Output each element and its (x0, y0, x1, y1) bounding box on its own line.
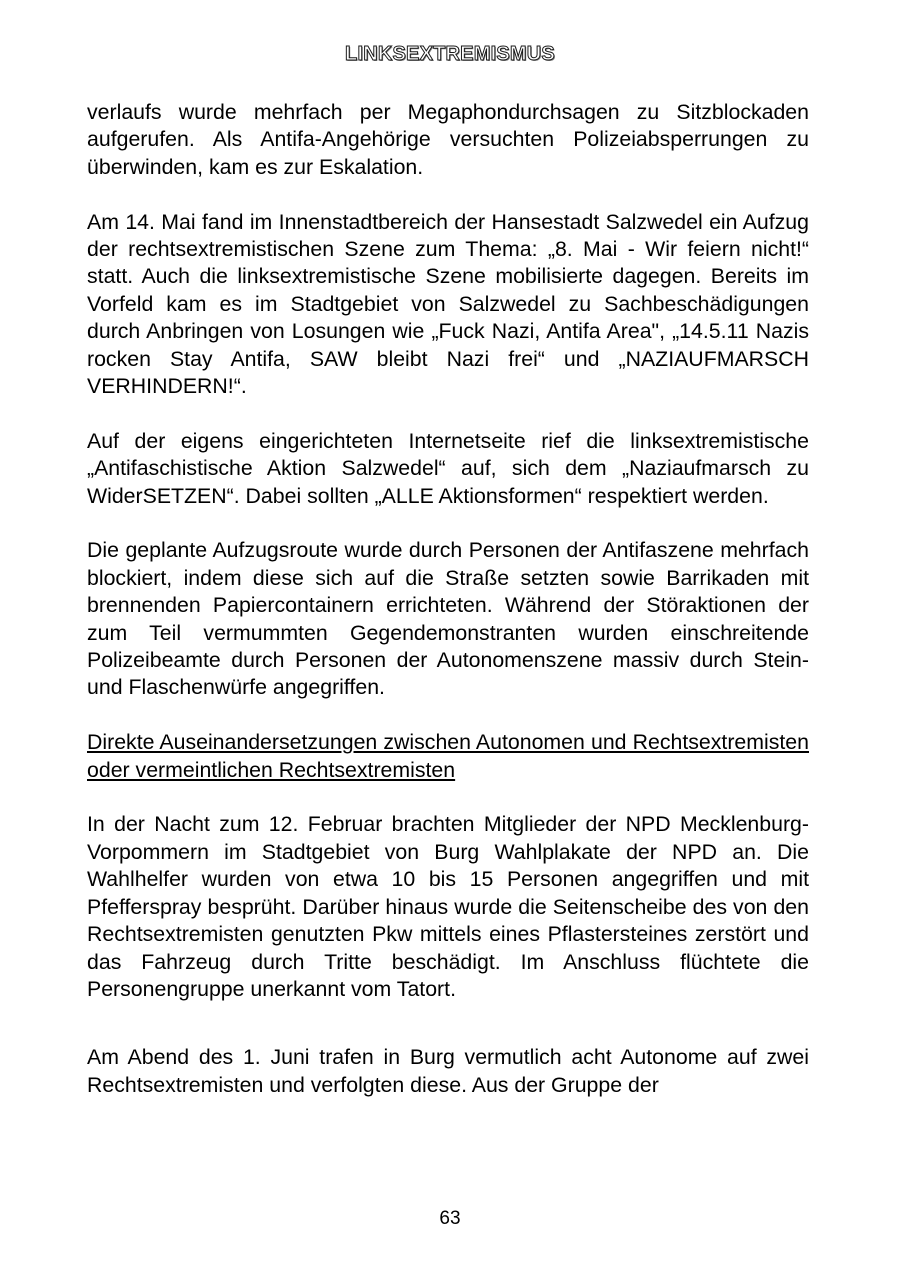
paragraph-salzwedel-aufzug: Am 14. Mai fand im Innenstadtbereich der Hansestadt Salzwedel ein Aufzug der rechtsextremistischen Szene zum Thema: „8. Mai - Wir feiern nicht!“ statt. Auch die linksextremistische Szene mobilisierte dagegen. Bereits im Vorfeld kam es im Stadtgebiet von Salzwedel zu Sachbeschädigungen durch Anbringen von Losungen wie „Fuck Nazi, Antifa Area", „14.5.11 Nazis rocken Stay Antifa, SAW bleibt Nazi frei“ und „NAZIAUFMARSCH VERHINDERN!“. (87, 209, 809, 399)
paragraph-internetseite: Auf der eigens eingerichteten Internetseite rief die linksextremistische „Antifaschistische Aktion Salzwedel“ auf, sich dem „Naziaufmarsch zu WiderSETZEN“. Dabei sollten „ALLE Aktionsformen“ respektiert werden. (87, 428, 809, 508)
page-title: LINKSEXTREMISMUS (345, 43, 555, 65)
paragraph-sitzblockaden: verlaufs wurde mehrfach per Megaphondurchsagen zu Sitzblockaden aufgerufen. Als Antifa-Angehörige versuchten Polizeiabsperrungen zu überwinden, kam es zur Eskalation. (87, 100, 809, 179)
section-heading: Direkte Auseinandersetzungen zwischen Autonomen und Rechtsextremisten oder vermeintlichen Rechtsextremisten (87, 730, 809, 782)
page-number: 63 (439, 1208, 461, 1229)
paragraph-aufzugsroute: Die geplante Aufzugsroute wurde durch Personen der Antifaszene mehrfach blockiert, indem diese sich auf die Straße setzten sowie Barrikaden mit brennenden Papiercontainern errichteten. Während der Störaktionen der zum Teil vermummten Gegendemonstranten wurden einschreitende Polizeibeamte durch Personen der Autonomenszene massiv durch Stein- und Flaschenwürfe angegriffen. (87, 538, 809, 700)
paragraph-burg-juni: Am Abend des 1. Juni trafen in Burg vermutlich acht Autonome auf zwei Rechtsextremisten und verfolgten diese. Aus der Gruppe der (87, 1045, 809, 1097)
paragraph-burg-februar: In der Nacht zum 12. Februar brachten Mitglieder der NPD Mecklenburg-Vorpommern im Stadtgebiet von Burg Wahlplakate der NPD an. Die Wahlhelfer wurden von etwa 10 bis 15 Personen angegriffen und mit Pfefferspray besprüht. Darüber hinaus wurde die Seitenscheibe des von den Rechtsextremisten genutzten Pkw mittels eines Pflastersteines zerstört und das Fahrzeug durch Tritte beschädigt. Im Anschluss flüchtete die Personengruppe unerkannt vom Tatort. (87, 812, 809, 1001)
document-body (87, 99, 809, 1127)
